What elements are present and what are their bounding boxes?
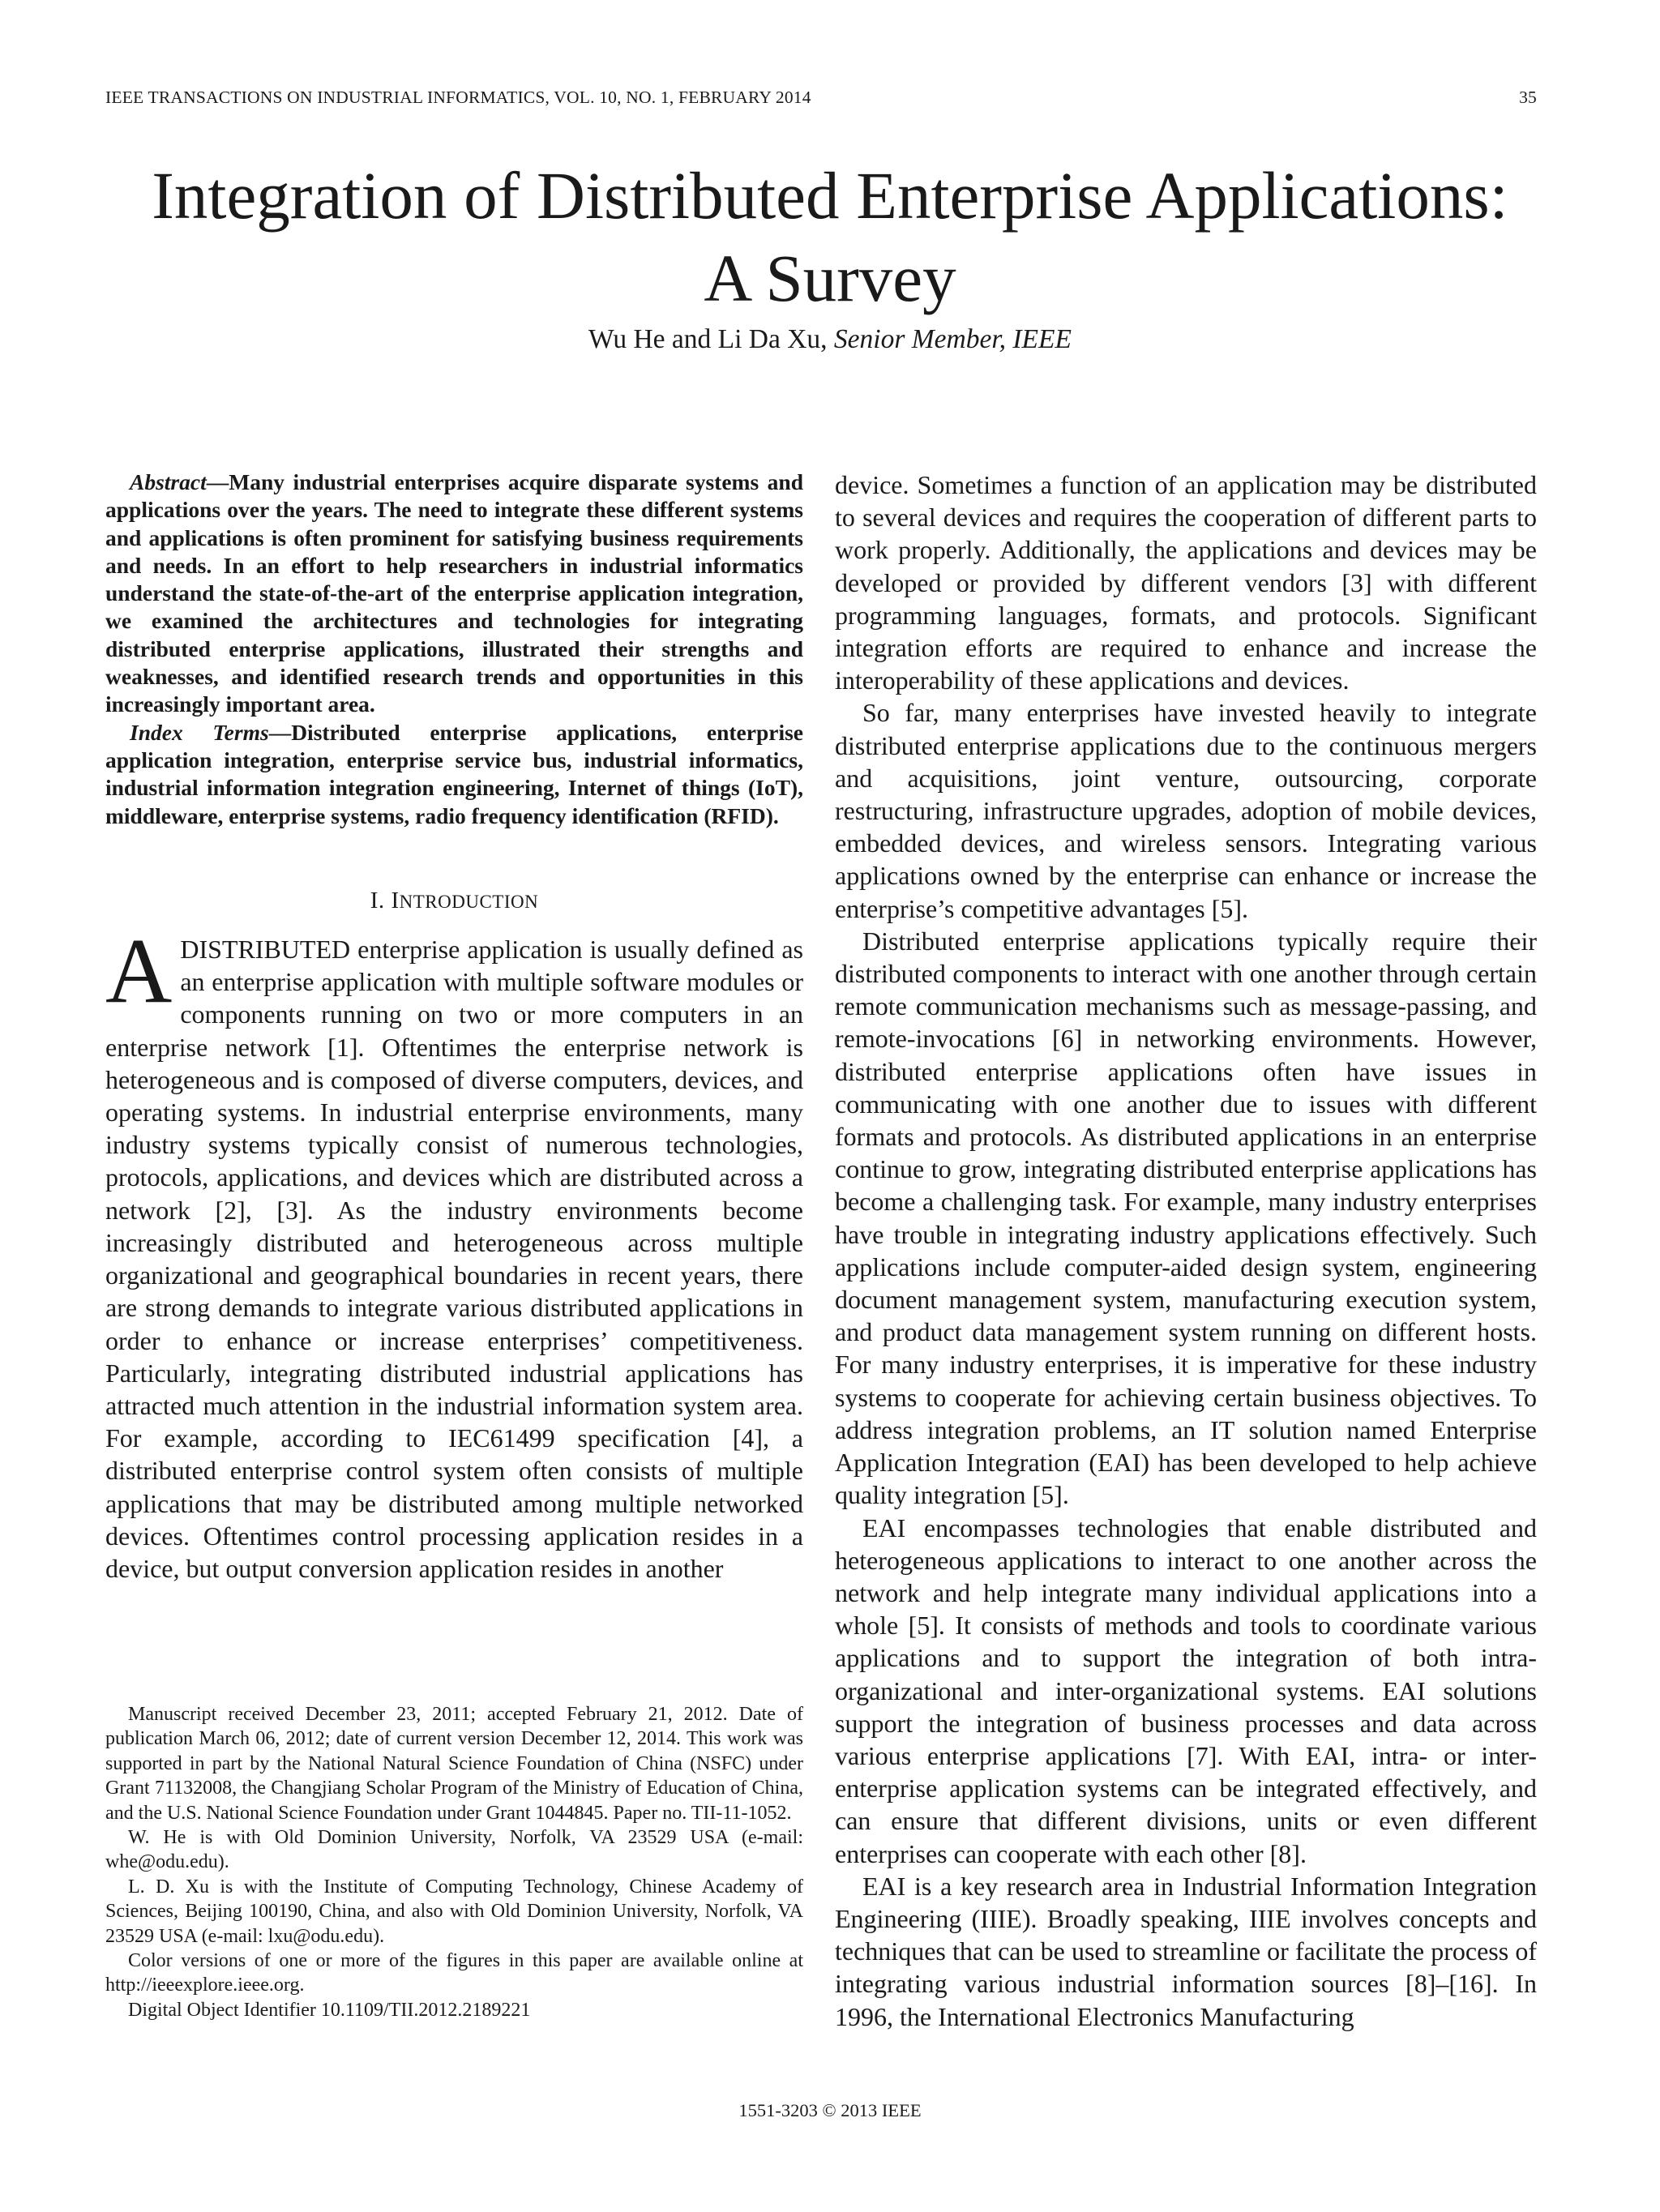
body-paragraph-3: Distributed enterprise applications typically require their distributed components to interact with one another through certain remote communication mechanisms such as message-passing, and remote-invocations [6] in networking environments. However, distributed enterprise applications often have issues in communicating with one another due to issues with different formats and protocols. As distributed applications in an enterprise continue to grow, integrating distributed enterprise applications has become a challenging task. For example, many industry enterprises have trouble in integrating industry applications effectively. Such applications include computer-aided design system, engineering document management system, manufacturing execution system, and product data management system running on different hosts. For many industry enterprises, it is imperative for these industry systems to cooperate for achieving certain business objectives. To address integration problems, an IT solution named Enterprise Application Integration (EAI) has been developed to help achieve quality integration [5]. [835, 926, 1537, 1510]
intro-first-word: DISTRIBUTED [180, 935, 351, 965]
section-numeral: I. [370, 887, 385, 913]
paper-title [0, 154, 1660, 319]
title-line-1: Integration of Distributed Enterprise Applications: [152, 158, 1508, 233]
drop-cap: A [105, 919, 173, 1023]
copyright-footer: 1551-3203 © 2013 IEEE [738, 2100, 922, 2120]
footnote-manuscript: Manuscript received December 23, 2011; accepted February 21, 2012. Date of publication March 06, 2012; date of current version December 12, 2014. This work was supported in part by the National Natural Science Foundation of China (NSFC) under Grant 71132008, the Changjiang Scholar Program of the Ministry of Education of China, and the U.S. National Science Foundation under Grant 1044845. Paper no. TII-11-1052. [105, 1704, 803, 1824]
author-names: Wu He and Li Da Xu, [588, 324, 828, 354]
abstract-text: —Many industrial enterprises acquire disparate systems and applications over the years. The need to integrate these different systems and applications is often prominent for satisfying business requirements and needs. In an effort to help researchers in industrial informatics understand the state-of-the-art of the enterprise application integration, we examined the architectures and technologies for integrating distributed enterprise applications, illustrated their strengths and weaknesses, and identified research trends and opportunities in this increasingly important area. [105, 469, 803, 717]
body-paragraph-5: EAI is a key research area in Industrial Information Integration Engineering (IIIE). Broadly speaking, IIIE involves concepts and techniques that can be used to streamline or facilitate the process of integrating various industrial information sources [8]–[16]. In 1996, the International Electronics Manufacturing [835, 1871, 1537, 2031]
running-header [105, 88, 1537, 108]
author-membership: Senior Member, IEEE [833, 324, 1072, 354]
footnote-author-he: W. He is with Old Dominion University, Norfolk, VA 23529 USA (e-mail: whe@odu.edu). [105, 1827, 803, 1873]
intro-paragraph-text: enterprise application is usually defined as an enterprise application with multiple software modules or components running on two or more computers in an enterprise network [1]. Oftentimes the enterprise network is heterogeneous and is composed of diverse computers, devices, and operating systems. In industrial enterprise environments, many industry systems typically consist of numerous technologies, protocols, applications, and devices which are distributed across a network [2], [3]. As the industry environments become increasingly distributed and heterogeneous across multiple organizational and geographical boundaries in recent years, there are strong demands to integrate various distributed applications in order to enhance or increase enterprises’ competitiveness. Particularly, integrating distributed industrial applications has attracted much attention in the industrial information system area. For example, according to IEC61499 specification [4], a distributed enterprise control system often consists of multiple applications that may be distributed among multiple networked devices. Oftentimes control processing application resides in a device, but output conversion application resides in another [105, 935, 803, 1583]
section-title-rest: NTRODUCTION [399, 891, 539, 912]
abstract-label: Abstract [130, 469, 207, 494]
section-title-initial: I [391, 887, 400, 913]
title-line-2: A Survey [704, 241, 956, 315]
left-column [105, 468, 803, 1585]
journal-citation: IEEE TRANSACTIONS ON INDUSTRIAL INFORMATICS, VOL. 10, NO. 1, FEBRUARY 2014 [105, 88, 811, 107]
index-terms-label: Index Terms [130, 719, 269, 745]
intro-paragraph [105, 919, 803, 1585]
body-paragraph-1: device. Sometimes a function of an application may be distributed to several devices and requires the cooperation of different parts to work properly. Additionally, the applications and devices may be developed or provided by different vendors [3] with different programming languages, formats, and protocols. Significant integration efforts are required to enhance and increase the interoperability of these applications and devices. [835, 470, 1537, 695]
footnote-author-xu: L. D. Xu is with the Institute of Computing Technology, Chinese Academy of Sciences, Beijing 100190, China, and also with Old Dominion University, Norfolk, VA 23529 USA (e-mail: lxu@odu.edu). [105, 1876, 803, 1947]
section-heading-introduction [105, 884, 803, 918]
author-line [0, 324, 1660, 355]
abstract [105, 468, 803, 719]
index-terms-text: —Distributed enterprise applications, enterprise application integration, enterprise service bus, industrial informatics, industrial information integration engineering, Internet of things (IoT), middleware, enterprise systems, radio frequency identification (RFID). [105, 719, 803, 828]
index-terms [105, 719, 803, 830]
right-column [835, 468, 1537, 2033]
footnote-color-versions: Color versions of one or more of the figures in this paper are available online at http://ieeexplore.ieee.org. [105, 1950, 803, 1996]
footnote-doi: Digital Object Identifier 10.1109/TII.2012.2189221 [128, 1999, 531, 2021]
page-number: 35 [1519, 88, 1537, 107]
body-paragraph-2: So far, many enterprises have invested heavily to integrate distributed enterprise applications due to the continuous mergers and acquisitions, joint venture, outsourcing, corporate restructuring, infrastructure upgrades, adoption of mobile devices, embedded devices, and wireless sensors. Integrating various applications owned by the enterprise can enhance or increase the enterprise’s competitive advantages [5]. [835, 698, 1537, 923]
footnotes [105, 1702, 803, 2022]
body-paragraph-4: EAI encompasses technologies that enable distributed and heterogeneous applications to interact to one another across the network and help integrate many individual applications into a whole [5]. It consists of methods and tools to coordinate various applications and to support the integration of both intra-organizational and inter-organizational systems. EAI solutions support the integration of business processes and data across various enterprise applications [7]. With EAI, intra- or inter-enterprise application systems can be integrated effectively, and can ensure that different divisions, units or even different enterprises can cooperate with each other [8]. [835, 1512, 1537, 1868]
